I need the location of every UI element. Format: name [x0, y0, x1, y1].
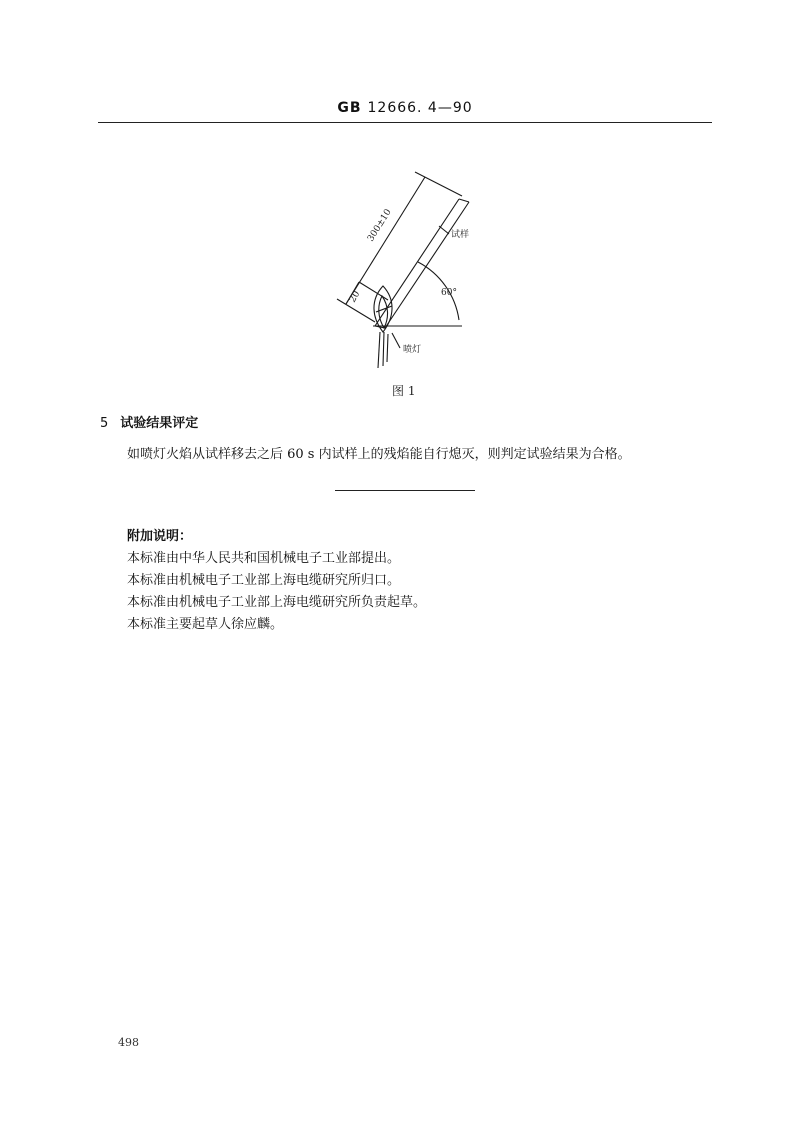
section-body: 如喷灯火焰从试样移去之后 60 s 内试样上的残焰能自行熄灭，则判定试验结果为合格。 [127, 447, 631, 462]
end-rule [335, 490, 475, 491]
section-title: 试验结果评定 [120, 416, 199, 431]
burner-tube-left [378, 332, 380, 368]
note-line: 本标准由中华人民共和国机械电子工业部提出。 [127, 551, 401, 566]
figure-1-diagram [0, 0, 810, 400]
standard-code-prefix: GB [337, 100, 362, 116]
standard-code: 12666. 4—90 [367, 100, 473, 116]
burner-tube-mid [383, 332, 384, 366]
notes-title: 附加说明： [127, 529, 193, 544]
burner-label: 喷灯 [403, 345, 422, 355]
leader-burner [392, 333, 400, 348]
flame-inner-icon [379, 296, 388, 328]
note-line: 本标准由机械电子工业部上海电缆研究所负责起草。 [127, 595, 427, 610]
page-number: 498 [118, 1036, 139, 1049]
leader-specimen [439, 226, 449, 234]
figure-caption: 图 1 [392, 384, 416, 398]
specimen-top-edge [459, 199, 469, 202]
note-line: 本标准主要起草人徐应麟。 [127, 617, 284, 632]
angle-label: 60° [441, 288, 457, 298]
dimension-extension-top [415, 172, 462, 196]
dimension-label-300: 300±10 [366, 207, 394, 244]
additional-notes [127, 525, 426, 635]
note-line: 本标准由机械电子工业部上海电缆研究所归口。 [127, 573, 401, 588]
dimension-20-extension [359, 282, 388, 300]
dimension-label-20: 20 [347, 289, 363, 305]
section-heading [100, 412, 198, 431]
specimen-label: 试样 [451, 230, 470, 240]
burner-tube-right [387, 334, 388, 362]
section-number: 5 [100, 416, 109, 431]
